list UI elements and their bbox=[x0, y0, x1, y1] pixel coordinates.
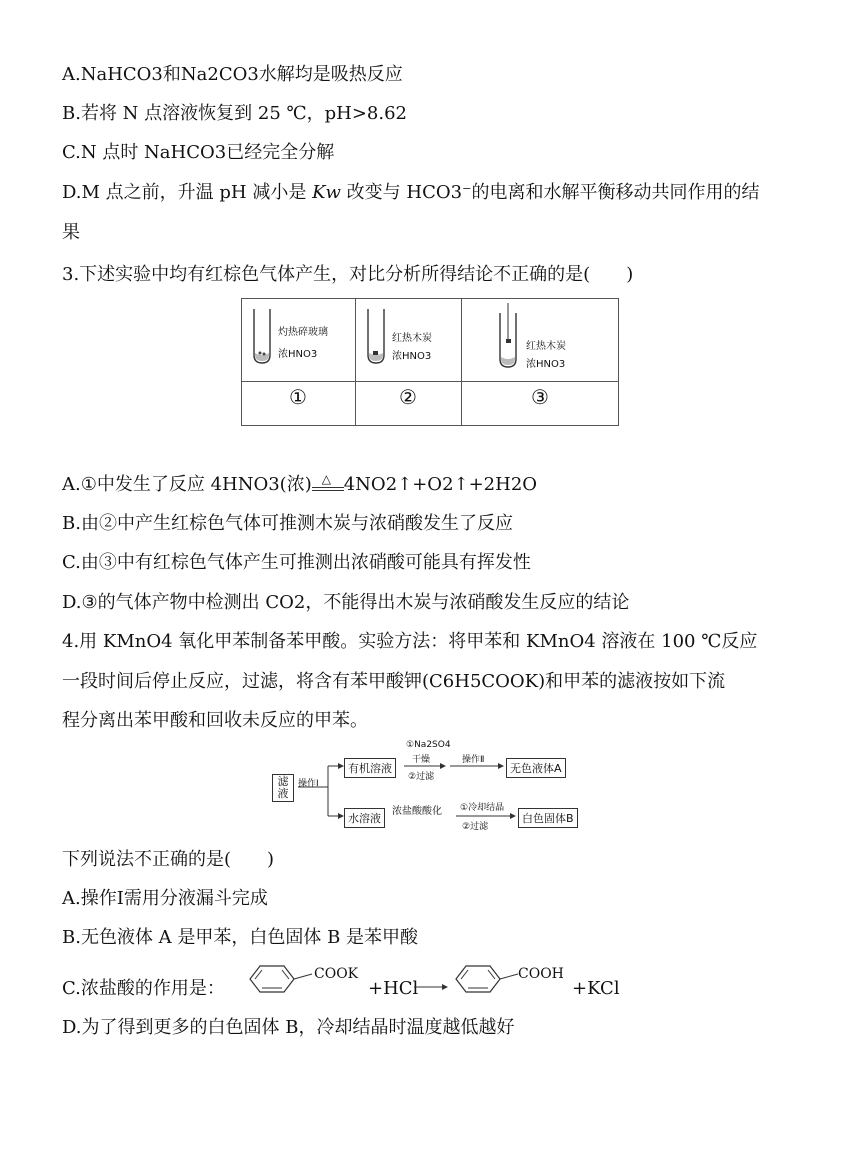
q3-option-c: C.由③中有红棕色气体产生可推测出浓硝酸可能具有挥发性 bbox=[62, 552, 531, 573]
q3-option-a-suffix: 4NO2↑+O2↑+2H2O bbox=[343, 474, 538, 495]
q3-option-a bbox=[62, 474, 537, 496]
organic-solution-box: 有机溶液 bbox=[344, 758, 396, 778]
q4-stem-line1: 4.用 KMnO4 氧化甲苯制备苯甲酸。实验方法：将甲苯和 KMnO4 溶液在 100 ℃反应 bbox=[62, 631, 758, 652]
q2-option-a: A.NaHCO3和Na2CO3水解均是吸热反应 bbox=[62, 64, 403, 85]
separation-flowchart bbox=[272, 742, 592, 832]
q2-option-d-part2: 改变与 HCO3⁻的电离和水解平衡移动共同作用的结 bbox=[346, 182, 760, 203]
q4-stem-line2: 一段时间后停止反应，过滤，将含有苯甲酸钾(C6H5COOK)和甲苯的滤液按如下流 bbox=[62, 671, 726, 692]
aqueous-solution-box: 水溶液 bbox=[344, 808, 385, 828]
q3-option-b: B.由②中产生红棕色气体可推测木炭与浓硝酸发生了反应 bbox=[62, 513, 513, 534]
step-filter-a: ②过滤 bbox=[408, 772, 435, 782]
colorless-liquid-a-box: 无色液体A bbox=[506, 758, 566, 778]
experiment-table bbox=[241, 298, 619, 426]
benzene-ring-2-icon bbox=[452, 962, 522, 996]
q2-option-b: B.若将 N 点溶液恢复到 25 ℃，pH>8.62 bbox=[62, 103, 408, 124]
step-filter-b: ②过滤 bbox=[462, 822, 489, 832]
cook-group: COOK bbox=[314, 966, 359, 982]
tube2-label-charcoal: 红热木炭 bbox=[392, 333, 432, 344]
q3-option-d: D.③的气体产物中检测出 CO2，不能得出木炭与浓硝酸发生反应的结论 bbox=[62, 592, 630, 613]
white-solid-b-box: 白色固体B bbox=[518, 808, 578, 828]
q4-option-a: A.操作Ⅰ需用分液漏斗完成 bbox=[62, 888, 268, 909]
plus-hcl: +HCl bbox=[368, 978, 419, 999]
q4-prompt: 下列说法不正确的是( ) bbox=[62, 849, 275, 870]
q2-option-d bbox=[62, 182, 760, 204]
benzene-ring-1-icon bbox=[246, 962, 316, 996]
experiment-number-1: ① bbox=[289, 385, 307, 409]
test-tube-2-icon bbox=[364, 307, 392, 367]
tube3-label-acid: 浓HNO3 bbox=[526, 359, 566, 370]
step-dry: 干燥 bbox=[412, 755, 431, 765]
q4-option-b: B.无色液体 A 是甲苯，白色固体 B 是苯甲酸 bbox=[62, 927, 419, 948]
kw-symbol: Kw bbox=[312, 182, 341, 203]
cooh-group: COOH bbox=[518, 966, 564, 982]
tube2-label-acid: 浓HNO3 bbox=[392, 351, 432, 362]
q3-stem: 3.下述实验中均有红棕色气体产生，对比分析所得结论不正确的是( ) bbox=[62, 264, 634, 285]
q2-option-c: C.N 点时 NaHCO3已经完全分解 bbox=[62, 142, 335, 163]
q4-option-c bbox=[62, 978, 225, 1000]
q3-option-a-prefix: A.①中发生了反应 4HNO3(浓) bbox=[62, 474, 312, 495]
test-tube-3-icon bbox=[496, 301, 524, 371]
q4-option-d: D.为了得到更多的白色固体 B，冷却结晶时温度越低越好 bbox=[62, 1017, 515, 1038]
experiment-number-3: ③ bbox=[531, 385, 549, 409]
test-tube-1-icon bbox=[250, 307, 278, 367]
step-sodium-sulfate: ①Na2SO4 bbox=[406, 740, 451, 750]
tube1-label-acid: 浓HNO3 bbox=[278, 349, 318, 360]
acidify-label: 浓盐酸酸化 bbox=[392, 806, 442, 817]
operation-2-label: 操作Ⅱ bbox=[462, 755, 485, 765]
filtrate-box: 滤液 bbox=[272, 774, 294, 802]
tube3-label-charcoal: 红热木炭 bbox=[526, 341, 566, 352]
q4-stem-line3: 程分离出苯甲酸和回收未反应的甲苯。 bbox=[62, 710, 368, 731]
tube1-label-glass: 灼热碎玻璃 bbox=[278, 327, 328, 338]
step-cool-crystallize: ①冷却结晶 bbox=[460, 803, 505, 813]
heat-symbol: △ bbox=[321, 472, 331, 486]
q4-option-c-prefix: C.浓盐酸的作用是： bbox=[62, 978, 225, 999]
experiment-number-2: ② bbox=[399, 385, 417, 409]
operation-1-label: 操作Ⅰ bbox=[298, 779, 319, 789]
reaction-arrow-icon bbox=[414, 982, 448, 992]
plus-kcl: +KCl bbox=[572, 978, 620, 999]
q2-option-d-part1: D.M 点之前，升温 pH 减小是 bbox=[62, 182, 307, 203]
heating-arrow bbox=[312, 472, 344, 492]
q2-option-d-continued: 果 bbox=[62, 222, 80, 243]
